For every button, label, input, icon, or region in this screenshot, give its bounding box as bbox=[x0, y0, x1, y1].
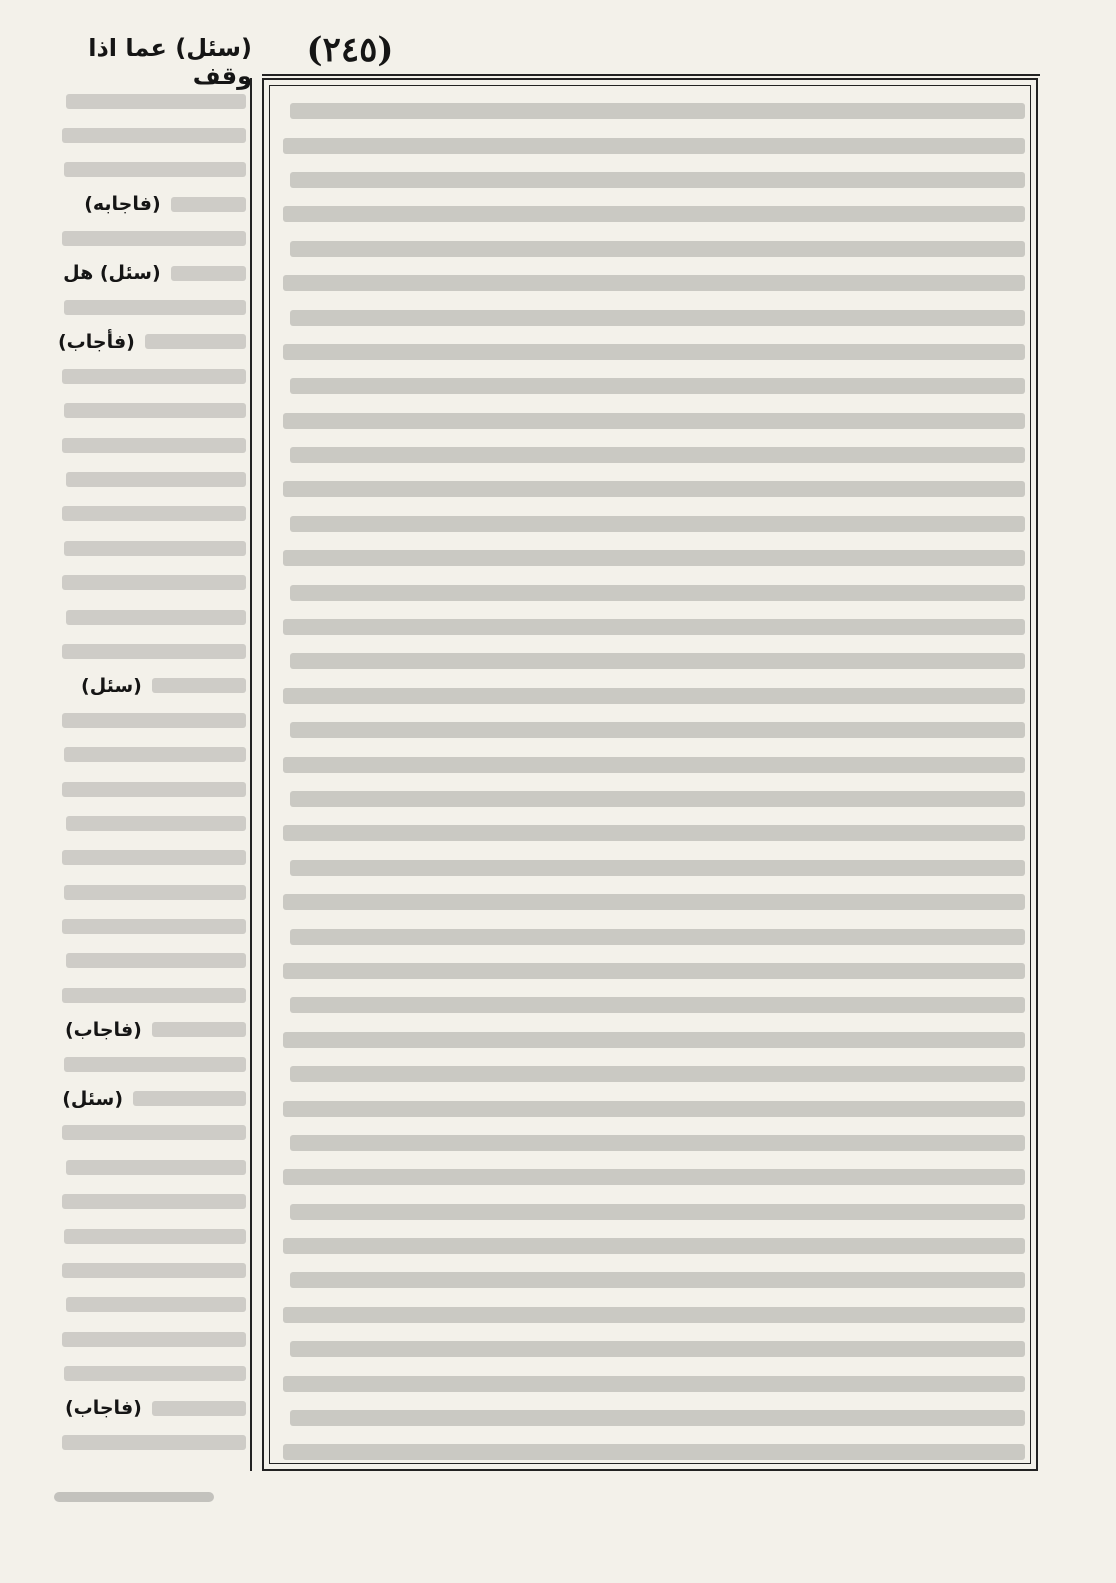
margin-line bbox=[58, 772, 246, 806]
margin-answer-label: (فاجاب) bbox=[64, 1018, 142, 1041]
margin-line bbox=[58, 1013, 246, 1047]
text-line bbox=[275, 1160, 1025, 1194]
text-line bbox=[275, 782, 1025, 816]
margin-line bbox=[58, 290, 246, 324]
margin-line bbox=[58, 909, 246, 943]
text-line bbox=[275, 954, 1025, 988]
margin-line bbox=[58, 600, 246, 634]
margin-question-label: (سئل) bbox=[62, 1087, 124, 1110]
margin-line bbox=[58, 703, 246, 737]
text-line bbox=[275, 747, 1025, 781]
text-line bbox=[275, 1195, 1025, 1229]
text-line bbox=[275, 266, 1025, 300]
text-line bbox=[275, 610, 1025, 644]
margin-answer-label: (فاجاب) bbox=[64, 1397, 142, 1420]
text-line bbox=[275, 1023, 1025, 1057]
margin-question-label: (سئل) هل bbox=[63, 262, 161, 285]
margin-line bbox=[58, 1425, 246, 1459]
margin-line bbox=[58, 1185, 246, 1219]
margin-line bbox=[58, 118, 246, 152]
margin-answer-label: (فاجابه) bbox=[84, 193, 161, 216]
text-line bbox=[275, 232, 1025, 266]
top-rule bbox=[262, 74, 1040, 76]
text-line bbox=[275, 300, 1025, 334]
margin-line bbox=[58, 153, 246, 187]
text-line bbox=[275, 1229, 1025, 1263]
text-line bbox=[275, 679, 1025, 713]
text-line bbox=[275, 1401, 1025, 1435]
text-line bbox=[275, 1091, 1025, 1125]
text-line bbox=[275, 575, 1025, 609]
page-number: (٢٤٥) bbox=[306, 30, 394, 70]
margin-line bbox=[58, 187, 246, 221]
margin-line bbox=[58, 1116, 246, 1150]
margin-line bbox=[58, 359, 246, 393]
margin-line bbox=[58, 497, 246, 531]
margin-line bbox=[58, 737, 246, 771]
text-line bbox=[275, 816, 1025, 850]
margin-line bbox=[58, 634, 246, 668]
margin-line bbox=[58, 1047, 246, 1081]
text-line bbox=[275, 851, 1025, 885]
text-line bbox=[275, 1126, 1025, 1160]
margin-line bbox=[58, 256, 246, 290]
margin-line bbox=[58, 325, 246, 359]
margin-line bbox=[58, 1081, 246, 1115]
margin-line bbox=[58, 428, 246, 462]
text-line bbox=[275, 507, 1025, 541]
text-line bbox=[275, 919, 1025, 953]
margin-question-label: (سئل) bbox=[81, 674, 142, 697]
text-line bbox=[275, 1332, 1025, 1366]
margin-line bbox=[58, 806, 246, 840]
text-line bbox=[275, 404, 1025, 438]
margin-line bbox=[58, 462, 246, 496]
margin-line bbox=[58, 1356, 246, 1390]
margin-line bbox=[58, 944, 246, 978]
margin-line bbox=[58, 669, 246, 703]
margin-line bbox=[58, 565, 246, 599]
text-line bbox=[275, 369, 1025, 403]
text-line bbox=[275, 644, 1025, 678]
text-line bbox=[275, 1263, 1025, 1297]
margin-line bbox=[58, 1219, 246, 1253]
text-line bbox=[275, 885, 1025, 919]
margin-line bbox=[58, 1288, 246, 1322]
scan-smudge bbox=[54, 1492, 214, 1502]
margin-line bbox=[58, 1150, 246, 1184]
margin-line bbox=[58, 1322, 246, 1356]
text-line bbox=[275, 128, 1025, 162]
text-line bbox=[275, 1366, 1025, 1400]
margin-line bbox=[58, 531, 246, 565]
margin-line bbox=[58, 222, 246, 256]
main-text-body bbox=[275, 94, 1025, 1470]
text-line bbox=[275, 472, 1025, 506]
text-line bbox=[275, 438, 1025, 472]
text-line bbox=[275, 1057, 1025, 1091]
text-line bbox=[275, 1298, 1025, 1332]
text-line bbox=[275, 94, 1025, 128]
margin-line bbox=[58, 841, 246, 875]
margin-heading: (سئل) عما اذا وقف bbox=[88, 34, 252, 90]
margin-line bbox=[58, 875, 246, 909]
margin-answer-label: (فأجاب) bbox=[58, 330, 135, 353]
text-line bbox=[275, 988, 1025, 1022]
margin-line bbox=[58, 1253, 246, 1287]
text-line bbox=[275, 541, 1025, 575]
text-line bbox=[275, 713, 1025, 747]
text-line bbox=[275, 197, 1025, 231]
text-line bbox=[275, 163, 1025, 197]
margin-line bbox=[58, 84, 246, 118]
margin-line bbox=[58, 978, 246, 1012]
text-line bbox=[275, 335, 1025, 369]
margin-commentary bbox=[58, 84, 246, 1460]
text-line bbox=[275, 1435, 1025, 1469]
margin-line bbox=[58, 394, 246, 428]
margin-line bbox=[58, 1391, 246, 1425]
